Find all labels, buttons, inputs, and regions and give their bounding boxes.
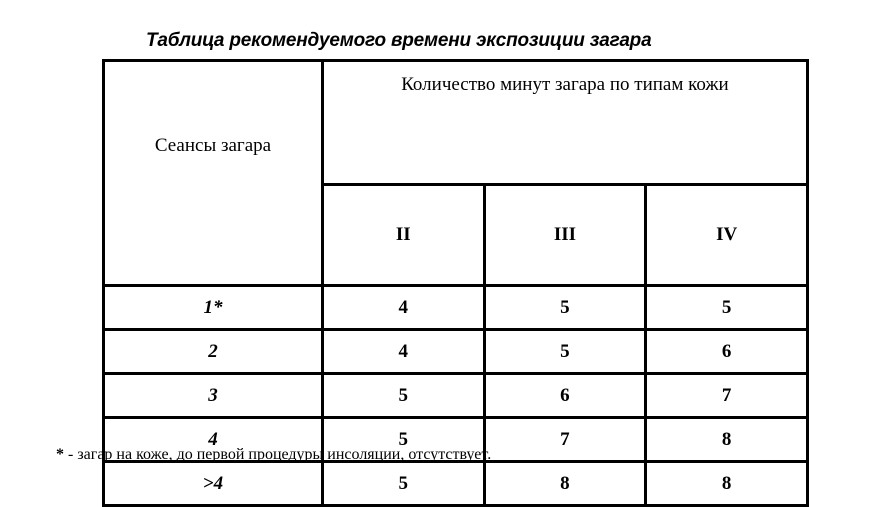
minutes-cell: 7 xyxy=(484,418,646,462)
minutes-cell: 5 xyxy=(322,462,484,506)
header-skin-type-iv: IV xyxy=(646,185,808,286)
table-row xyxy=(104,462,808,506)
footnote xyxy=(56,446,491,464)
session-cell: 3 xyxy=(104,374,323,418)
table-row xyxy=(104,330,808,374)
minutes-cell: 8 xyxy=(646,418,808,462)
header-skin-type-iii: III xyxy=(484,185,646,286)
table-row xyxy=(104,374,808,418)
minutes-cell: 6 xyxy=(484,374,646,418)
header-skin-type-ii: II xyxy=(322,185,484,286)
minutes-cell: 5 xyxy=(646,286,808,330)
tanning-time-table xyxy=(102,59,809,507)
minutes-cell: 5 xyxy=(322,374,484,418)
session-cell: 2 xyxy=(104,330,323,374)
minutes-cell: 8 xyxy=(646,462,808,506)
footnote-marker: * xyxy=(56,446,64,463)
minutes-cell: 5 xyxy=(322,418,484,462)
header-minutes-by-skin-type: Количество минут загара по типам кожи xyxy=(322,61,807,185)
minutes-cell: 8 xyxy=(484,462,646,506)
footnote-text: - загар на коже, до первой процедуры инсоляции, отсутствует. xyxy=(64,446,492,463)
header-sessions: Сеансы загара xyxy=(104,61,323,286)
minutes-cell: 5 xyxy=(484,286,646,330)
table-row xyxy=(104,286,808,330)
minutes-cell: 4 xyxy=(322,286,484,330)
session-cell: >4 xyxy=(104,462,323,506)
minutes-cell: 5 xyxy=(484,330,646,374)
minutes-cell: 7 xyxy=(646,374,808,418)
table-title: Таблица рекомендуемого времени экспозиции загара xyxy=(146,30,652,51)
minutes-cell: 4 xyxy=(322,330,484,374)
session-cell: 4 xyxy=(104,418,323,462)
session-cell: 1* xyxy=(104,286,323,330)
minutes-cell: 6 xyxy=(646,330,808,374)
